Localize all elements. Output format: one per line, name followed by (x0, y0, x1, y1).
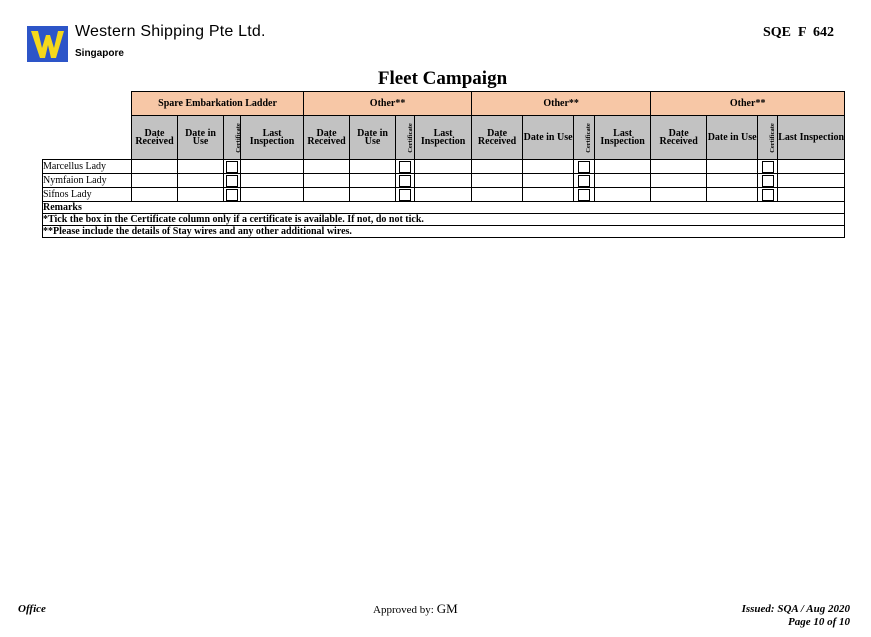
subheader-row (43, 116, 845, 160)
date-received-cell[interactable] (304, 174, 350, 188)
certificate-checkbox[interactable] (399, 175, 411, 187)
col-certificate (396, 116, 415, 160)
certificate-note: *Tick the box in the Certificate column only if a certificate is available. If not, do not tick. (43, 214, 845, 226)
page-title: Fleet Campaign (377, 68, 508, 89)
last-inspection-cell[interactable] (241, 160, 304, 174)
date-in-use-cell[interactable] (350, 160, 396, 174)
col-date-in-use: Date in Use (523, 116, 574, 160)
certificate-checkbox[interactable] (226, 189, 238, 201)
certificate-cell (224, 160, 241, 174)
last-inspection-cell[interactable] (415, 188, 472, 202)
col-certificate-label: Certificate (234, 123, 242, 153)
certificate-cell (396, 160, 415, 174)
group-header-row (43, 92, 845, 116)
date-in-use-cell[interactable] (178, 160, 224, 174)
col-certificate (574, 116, 595, 160)
group-header: Spare Embarkation Ladder (132, 92, 304, 116)
certificate-checkbox[interactable] (762, 175, 774, 187)
approved-by-label: Approved by: (373, 604, 434, 616)
col-last-inspection: Last Inspection (778, 116, 845, 160)
certificate-cell (758, 188, 778, 202)
company-location: Singapore (75, 48, 124, 59)
last-inspection-cell[interactable] (778, 174, 845, 188)
certificate-checkbox[interactable] (578, 161, 590, 173)
certificate-cell (396, 188, 415, 202)
col-certificate (224, 116, 241, 160)
date-received-cell[interactable] (132, 174, 178, 188)
date-in-use-cell[interactable] (178, 188, 224, 202)
company-name: Western Shipping Pte Ltd. (75, 23, 266, 40)
note-row (43, 214, 845, 226)
approved-by-signature: GM (436, 601, 458, 616)
date-received-cell[interactable] (651, 188, 707, 202)
certificate-cell (224, 188, 241, 202)
certificate-checkbox[interactable] (762, 189, 774, 201)
date-in-use-cell[interactable] (707, 160, 758, 174)
group-header: Other** (651, 92, 845, 116)
col-date-received: Date Received (304, 116, 350, 160)
table-row (43, 174, 845, 188)
date-in-use-cell[interactable] (350, 174, 396, 188)
date-in-use-cell[interactable] (178, 174, 224, 188)
fleet-campaign-table (42, 91, 845, 238)
certificate-cell (758, 160, 778, 174)
footer-issue-info (742, 603, 850, 629)
last-inspection-cell[interactable] (415, 174, 472, 188)
date-in-use-cell[interactable] (523, 174, 574, 188)
col-date-in-use: Date in Use (350, 116, 396, 160)
issued-info: Issued: SQA / Aug 2020 (741, 603, 850, 615)
form-code: SQE F 642 (763, 25, 835, 40)
certificate-cell (574, 188, 595, 202)
note-row (43, 226, 845, 238)
last-inspection-cell[interactable] (241, 188, 304, 202)
date-received-cell[interactable] (304, 160, 350, 174)
certificate-cell (396, 174, 415, 188)
date-in-use-cell[interactable] (350, 188, 396, 202)
date-received-cell[interactable] (132, 160, 178, 174)
certificate-cell (574, 160, 595, 174)
certificate-cell (224, 174, 241, 188)
group-header: Other** (472, 92, 651, 116)
date-in-use-cell[interactable] (707, 188, 758, 202)
page-number: Page 10 of 10 (787, 616, 850, 628)
date-in-use-cell[interactable] (523, 188, 574, 202)
certificate-checkbox[interactable] (578, 189, 590, 201)
col-date-received: Date Received (472, 116, 523, 160)
col-date-received: Date Received (651, 116, 707, 160)
date-received-cell[interactable] (472, 160, 523, 174)
date-received-cell[interactable] (472, 174, 523, 188)
last-inspection-cell[interactable] (595, 188, 651, 202)
company-logo (27, 26, 68, 62)
remarks-label[interactable]: Remarks (43, 202, 845, 214)
last-inspection-cell[interactable] (595, 174, 651, 188)
wires-note: **Please include the details of Stay wires and any other additional wires. (43, 226, 845, 238)
vessel-name: Sifnos Lady (43, 188, 132, 202)
remarks-row (43, 202, 845, 214)
col-last-inspection: Last Inspection (241, 116, 304, 160)
table-row (43, 188, 845, 202)
date-received-cell[interactable] (651, 160, 707, 174)
certificate-checkbox[interactable] (226, 175, 238, 187)
date-received-cell[interactable] (132, 188, 178, 202)
footer-office: Office (18, 603, 46, 615)
col-date-received: Date Received (132, 116, 178, 160)
header-blank (43, 116, 132, 160)
date-received-cell[interactable] (304, 188, 350, 202)
footer-approval (373, 601, 458, 617)
certificate-checkbox[interactable] (399, 189, 411, 201)
date-received-cell[interactable] (472, 188, 523, 202)
certificate-checkbox[interactable] (762, 161, 774, 173)
certificate-cell (574, 174, 595, 188)
certificate-checkbox[interactable] (578, 175, 590, 187)
date-received-cell[interactable] (651, 174, 707, 188)
certificate-cell (758, 174, 778, 188)
col-certificate-label: Certificate (584, 123, 592, 153)
col-certificate (758, 116, 778, 160)
date-in-use-cell[interactable] (707, 174, 758, 188)
col-date-in-use: Date in Use (707, 116, 758, 160)
group-header: Other** (304, 92, 472, 116)
last-inspection-cell[interactable] (778, 160, 845, 174)
last-inspection-cell[interactable] (778, 188, 845, 202)
date-in-use-cell[interactable] (523, 160, 574, 174)
header-blank (43, 92, 132, 116)
last-inspection-cell[interactable] (415, 160, 472, 174)
table-row (43, 160, 845, 174)
vessel-name: Marcellus Lady (43, 160, 132, 174)
vessel-name: Nymfaion Lady (43, 174, 132, 188)
col-date-in-use: Date in Use (178, 116, 224, 160)
col-certificate-label: Certificate (768, 123, 776, 153)
last-inspection-cell[interactable] (241, 174, 304, 188)
certificate-checkbox[interactable] (226, 161, 238, 173)
certificate-checkbox[interactable] (399, 161, 411, 173)
col-certificate-label: Certificate (406, 123, 414, 153)
last-inspection-cell[interactable] (595, 160, 651, 174)
logo-w-mark (27, 26, 68, 62)
col-last-inspection: Last Inspection (595, 116, 651, 160)
col-last-inspection: Last Inspection (415, 116, 472, 160)
